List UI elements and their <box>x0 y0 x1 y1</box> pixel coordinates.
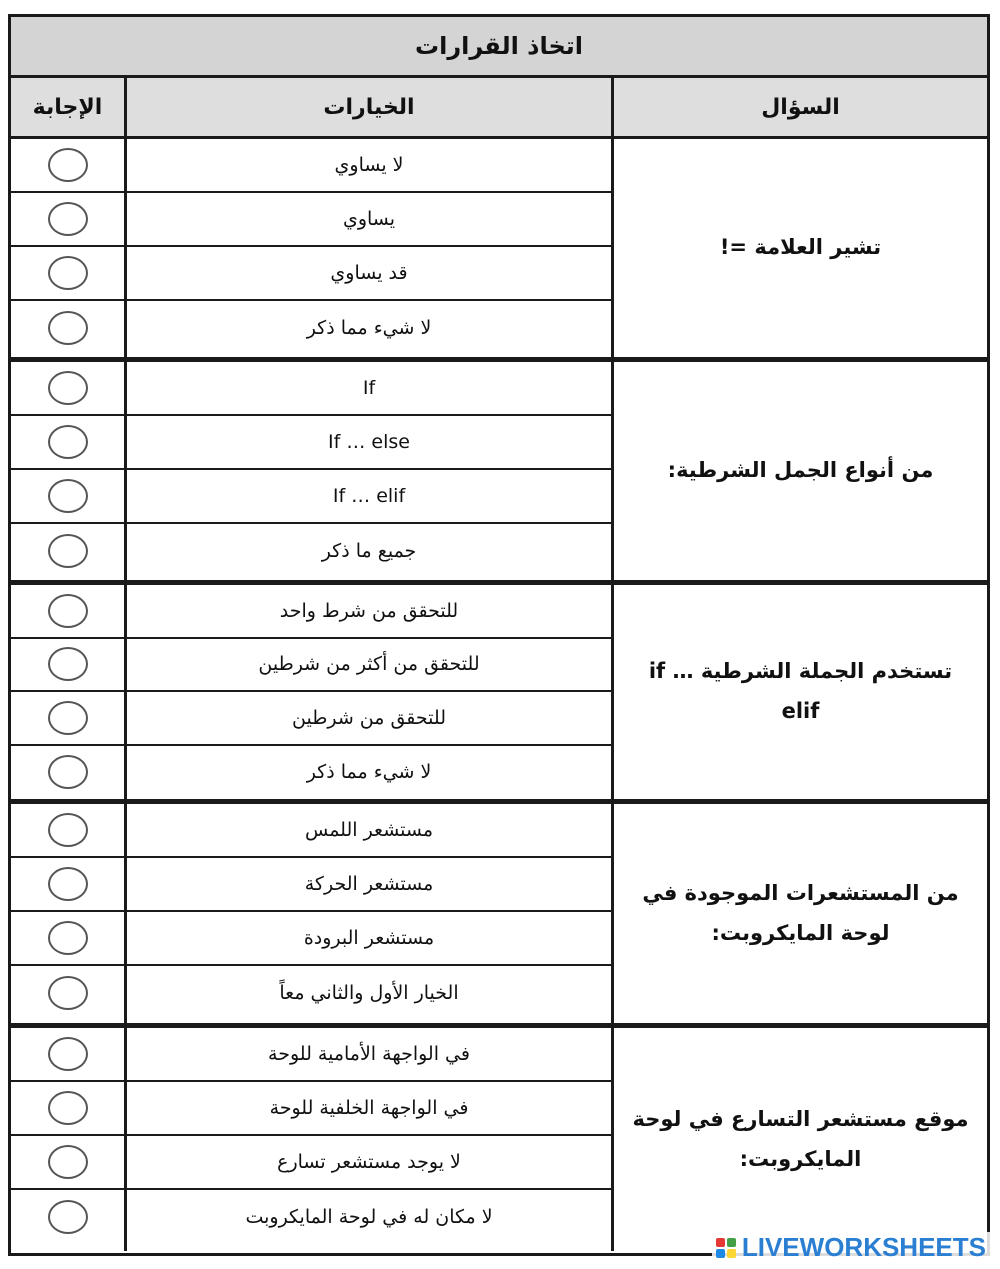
answer-cell <box>11 416 124 470</box>
answer-column <box>11 804 124 1023</box>
answer-radio[interactable] <box>48 256 88 290</box>
page-title: اتخاذ القرارات <box>11 17 987 78</box>
option-text: في الواجهة الأمامية للوحة <box>127 1028 611 1082</box>
answer-cell <box>11 1028 124 1082</box>
answer-column <box>11 1028 124 1251</box>
watermark-text: LIVEWORKSHEETS <box>741 1232 986 1262</box>
answer-cell <box>11 912 124 966</box>
option-text: قد يساوي <box>127 247 611 301</box>
option-text: مستشعر البرودة <box>127 912 611 966</box>
option-text: لا مكان له في لوحة المايكروبت <box>245 1206 493 1228</box>
answer-radio[interactable] <box>48 425 88 459</box>
answer-radio[interactable] <box>48 1200 88 1234</box>
question-text: من المستشعرات الموجودة في لوحة المايكروبت: <box>642 880 959 945</box>
question-group <box>11 362 987 585</box>
answer-cell <box>11 966 124 1020</box>
answer-radio[interactable] <box>48 479 88 513</box>
option-text: يساوي <box>127 193 611 247</box>
answer-cell <box>11 139 124 193</box>
liveworksheets-logo-icon <box>716 1238 736 1258</box>
options-column <box>124 585 614 799</box>
answer-cell <box>11 804 124 858</box>
question-groups <box>11 139 987 1251</box>
answer-radio[interactable] <box>48 921 88 955</box>
option-text: لا يوجد مستشعر تسارع <box>127 1136 611 1190</box>
answer-radio[interactable] <box>48 867 88 901</box>
header-options: الخيارات <box>124 78 614 136</box>
worksheet-table <box>8 14 990 1256</box>
header-question: السؤال <box>614 78 987 136</box>
option-text: للتحقق من أكثر من شرطين <box>127 639 611 693</box>
answer-cell <box>11 193 124 247</box>
options-column <box>124 804 614 1023</box>
answer-cell <box>11 692 124 746</box>
answer-radio[interactable] <box>48 148 88 182</box>
option-text: للتحقق من شرطين <box>127 692 611 746</box>
answer-radio[interactable] <box>48 647 88 681</box>
option-text: جميع ما ذكر <box>321 540 417 562</box>
answer-radio[interactable] <box>48 202 88 236</box>
options-column <box>124 1028 614 1251</box>
answer-radio[interactable] <box>48 1145 88 1179</box>
answer-cell <box>11 858 124 912</box>
answer-radio[interactable] <box>48 755 88 789</box>
answer-radio[interactable] <box>48 371 88 405</box>
answer-cell <box>11 746 124 799</box>
option-text: في الواجهة الخلفية للوحة <box>127 1082 611 1136</box>
answer-cell <box>11 1190 124 1244</box>
options-column <box>124 139 614 357</box>
watermark <box>712 1232 990 1263</box>
answer-cell <box>11 362 124 416</box>
answer-radio[interactable] <box>48 813 88 847</box>
answer-column <box>11 139 124 357</box>
option-text: مستشعر اللمس <box>127 804 611 858</box>
answer-radio[interactable] <box>48 1037 88 1071</box>
option-text: مستشعر الحركة <box>127 858 611 912</box>
answer-radio[interactable] <box>48 534 88 568</box>
answer-cell <box>11 1082 124 1136</box>
option-text: لا شيء مما ذكر <box>306 317 432 339</box>
answer-cell <box>11 1136 124 1190</box>
answer-radio[interactable] <box>48 1091 88 1125</box>
header-answer: الإجابة <box>11 78 124 136</box>
answer-radio[interactable] <box>48 594 88 628</box>
option-text: لا يساوي <box>127 139 611 193</box>
options-column <box>124 362 614 580</box>
answer-radio[interactable] <box>48 701 88 735</box>
question-text: تشير العلامة =! <box>719 235 882 260</box>
answer-cell <box>11 585 124 639</box>
question-text: تستخدم الجملة الشرطية if … elif <box>648 659 953 723</box>
answer-radio[interactable] <box>48 976 88 1010</box>
question-group <box>11 585 987 804</box>
answer-radio[interactable] <box>48 311 88 345</box>
answer-cell <box>11 301 124 355</box>
answer-cell <box>11 524 124 578</box>
option-text: If … else <box>127 416 611 470</box>
answer-cell <box>11 639 124 693</box>
question-text: من أنواع الجمل الشرطية: <box>667 458 934 483</box>
option-text: لا شيء مما ذكر <box>306 761 432 784</box>
question-group <box>11 139 987 362</box>
option-text: الخيار الأول والثاني معاً <box>279 982 459 1004</box>
answer-cell <box>11 247 124 301</box>
answer-column <box>11 585 124 799</box>
option-text: If … elif <box>127 470 611 524</box>
answer-column <box>11 362 124 580</box>
option-text: للتحقق من شرط واحد <box>127 585 611 639</box>
header-row <box>11 78 987 139</box>
question-text: موقع مستشعر التسارع في لوحة المايكروبت: <box>632 1106 969 1171</box>
answer-cell <box>11 470 124 524</box>
question-group <box>11 1028 987 1251</box>
question-group <box>11 804 987 1028</box>
option-text: If <box>127 362 611 416</box>
